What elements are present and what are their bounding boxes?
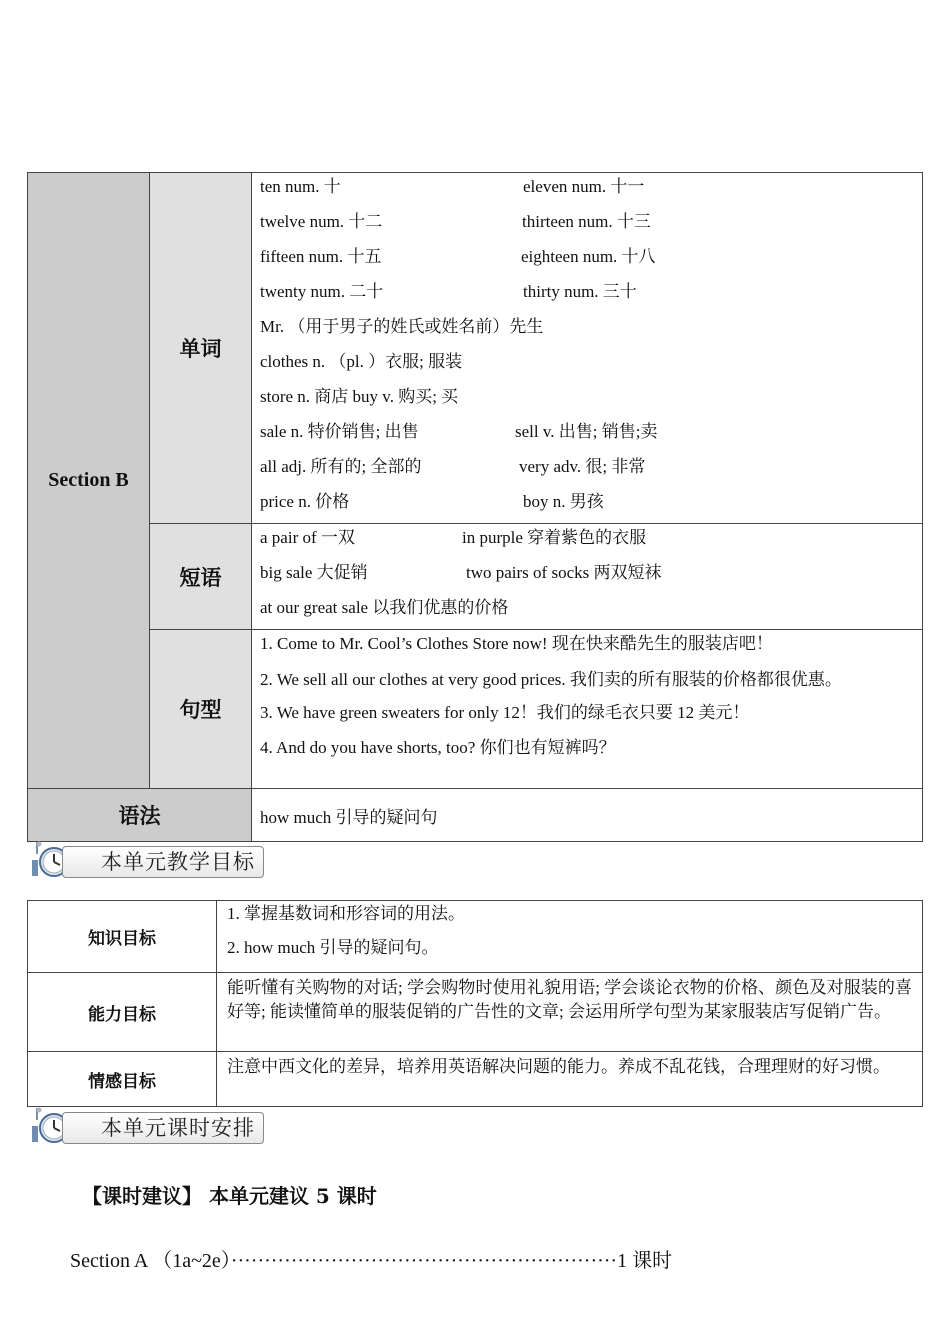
goal-label: 知识目标 bbox=[28, 901, 217, 973]
phrases-content bbox=[252, 524, 923, 630]
goal-content: 注意中西文化的差异，培养用英语解决问题的能力。养成不乱花钱，合理理财的好习惯。 bbox=[217, 1052, 923, 1107]
word-row: clothes n. （pl. ）衣服; 服装 bbox=[260, 352, 463, 371]
section-label: Section B bbox=[28, 173, 150, 789]
goals-banner bbox=[30, 842, 290, 876]
goal-content: 1. 掌握基数词和形容词的用法。 2. how much 引导的疑问句。 bbox=[217, 901, 923, 973]
phrase-row: a pair of 一双 in purple 穿着紫色的衣服 bbox=[260, 528, 647, 547]
goal-content: 能听懂有关购物的对话; 学会购物时使用礼貌用语; 学会谈论衣物的价格、颜色及对服装的喜好等; 能读懂简单的服装促销的广告性的文章; 会运用所学句型为某家服装店写促销广告。 bbox=[217, 973, 923, 1052]
words-content bbox=[252, 173, 923, 524]
section-b-table bbox=[27, 172, 923, 842]
schedule-line: Section A （1a~2e）··························································1 课时 bbox=[70, 1250, 673, 1272]
word-row: price n. 价格 boy n. 男孩 bbox=[260, 492, 604, 511]
goals-banner-title: 本单元教学目标 bbox=[62, 846, 264, 878]
lesson-suggestion: 【课时建议】 本单元建议 5 课时 bbox=[82, 1184, 377, 1208]
goal-label: 能力目标 bbox=[28, 973, 217, 1052]
sentence-item: 1. Come to Mr. Cool’s Clothes Store now! 现在快来酷先生的服装店吧！ bbox=[260, 634, 773, 653]
sentences-content bbox=[252, 630, 923, 789]
sentence-item: 3. We have green sweaters for only 12！我们的绿毛衣只要 12 美元！ bbox=[260, 703, 750, 722]
word-row: fifteen num. 十五 eighteen num. 十八 bbox=[260, 247, 656, 266]
phrase-row: at our great sale 以我们优惠的价格 bbox=[260, 598, 509, 617]
word-row: twenty num. 二十 thirty num. 三十 bbox=[260, 282, 637, 301]
word-row: twelve num. 十二 thirteen num. 十三 bbox=[260, 212, 651, 231]
word-row: sale n. 特价销售; 出售 sell v. 出售; 销售;卖 bbox=[260, 422, 658, 441]
word-row: all adj. 所有的; 全部的 very adv. 很; 非常 bbox=[260, 457, 646, 476]
words-label-cell: 单词 bbox=[150, 173, 252, 524]
grammar-label-cell: 语法 bbox=[28, 789, 252, 842]
phrases-label-cell: 短语 bbox=[150, 524, 252, 630]
sentences-label-cell: 句型 bbox=[150, 630, 252, 789]
word-row: Mr. （用于男子的姓氏或姓名前）先生 bbox=[260, 317, 544, 336]
schedule-banner-title: 本单元课时安排 bbox=[62, 1112, 264, 1144]
schedule-banner bbox=[30, 1108, 290, 1142]
word-row: store n. 商店 buy v. 购买; 买 bbox=[260, 387, 459, 406]
sentence-item: 2. We sell all our clothes at very good prices. 我们卖的所有服装的价格都很优惠。 bbox=[260, 670, 842, 689]
sentence-item: 4. And do you have shorts, too? 你们也有短裤吗？ bbox=[260, 738, 616, 757]
grammar-content: how much 引导的疑问句 bbox=[252, 789, 923, 842]
word-row: ten num. 十 eleven num. 十一 bbox=[260, 177, 645, 196]
goal-label: 情感目标 bbox=[28, 1052, 217, 1107]
phrase-row: big sale 大促销 two pairs of socks 两双短袜 bbox=[260, 563, 662, 582]
goals-table bbox=[27, 900, 923, 1107]
